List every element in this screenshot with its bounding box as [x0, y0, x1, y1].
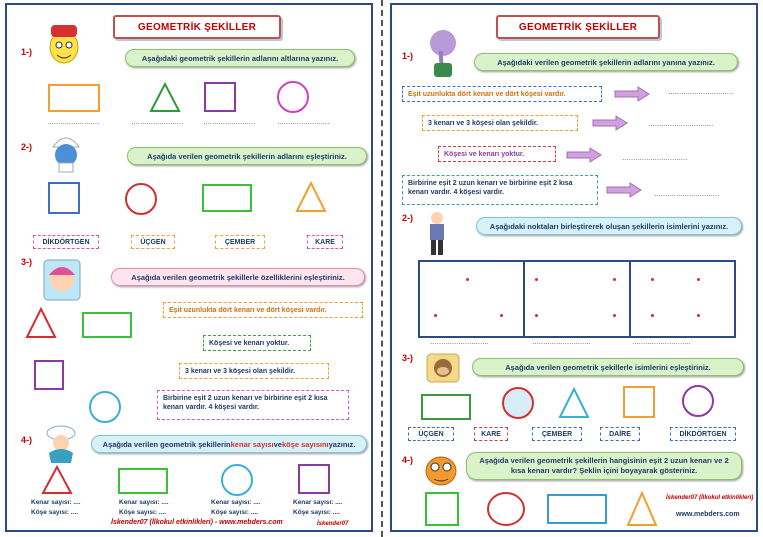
footer-website: www.mebders.com: [676, 511, 740, 518]
smurf-character-icon: [49, 133, 83, 173]
answer-blank[interactable]: ………………………: [532, 339, 591, 346]
rectangle-shape: [203, 185, 251, 211]
instruction-bubble: Aşağıda verilen geometrik şekillerin adlarını eşleştiriniz.: [127, 147, 367, 165]
monkey-character-icon: [426, 353, 460, 383]
garfield-character-icon: [422, 449, 460, 489]
property-statement: Köşesi ve kenarı yoktur.: [438, 146, 556, 162]
dot-box[interactable]: [420, 262, 525, 336]
kenar-count-field[interactable]: Kenar sayısı: ....: [211, 499, 261, 506]
kose-count-field[interactable]: Köşe sayısı: ....: [119, 509, 166, 517]
answer-blank[interactable]: ………………………: [632, 339, 691, 346]
question-number: 3-): [402, 353, 413, 363]
instruction-bubble: Aşağıda verilen geometrik şekillerin kenar sayısı ve köşe sayısını yazınız.: [91, 435, 367, 453]
property-statement[interactable]: Köşesi ve kenarı yoktur.: [203, 335, 311, 351]
label-kare[interactable]: KARE: [474, 427, 508, 441]
instruction-bubble: Aşağıda verilen geometrik şekillerle özelliklerini eşleştiriniz.: [111, 268, 365, 286]
shapes-row-right-q3: [420, 383, 740, 423]
label-ucgen[interactable]: ÜÇGEN: [408, 427, 454, 441]
circle-shape: [90, 392, 120, 422]
triangle-shape: [297, 183, 325, 211]
instruction-bubble: Aşağıdaki geometrik şekillerin adlarını altlarına yazınız.: [125, 49, 355, 67]
circle-shape: [683, 386, 713, 416]
question-number: 1-): [402, 51, 413, 61]
triangle-shape: [560, 389, 588, 417]
square-shape: [624, 387, 654, 417]
dot-box[interactable]: [525, 262, 630, 336]
shapes-row-q3-b: [33, 359, 143, 425]
property-statement: Eşit uzunlukta dört kenarı ve dört köşesi vardır.: [402, 86, 602, 102]
right-arrow-icon: [592, 116, 628, 130]
shapes-row-q2: [47, 179, 347, 219]
shapes-row-q1: [47, 81, 347, 115]
rectangle-shape: [548, 495, 606, 523]
kose-count-field[interactable]: Köşe sayısı: ....: [293, 509, 340, 517]
answer-blank[interactable]: ……………………: [203, 119, 255, 126]
rectangle-shape: [422, 395, 470, 419]
footer-credit-small: İskender07: [317, 521, 349, 527]
property-statement[interactable]: Birbirine eşit 2 uzun kenarı ve birbirine eşit 2 kısa kenarı vardır. 4 köşesi vardır.: [157, 390, 349, 420]
answer-blank[interactable]: ……………………: [277, 119, 329, 126]
square-shape: [35, 361, 63, 389]
question-number: 4-): [21, 435, 32, 445]
square-shape: [299, 465, 329, 493]
answer-blank[interactable]: …………………………: [668, 89, 733, 96]
shapes-row-right-q4: [422, 489, 662, 529]
property-statement[interactable]: 3 kenarı ve 3 köşesi olan şekildir.: [179, 363, 329, 379]
question-number: 2-): [402, 213, 413, 223]
footer-credit: İskender07 (İlkokul etkinlikleri) - www.mebders.com: [111, 519, 283, 526]
right-worksheet: [390, 3, 758, 532]
label-cember[interactable]: ÇEMBER: [215, 235, 265, 249]
kose-count-field[interactable]: Köşe sayısı: ....: [31, 509, 78, 517]
count-fields: [31, 498, 81, 519]
answer-blank[interactable]: …………………………: [622, 155, 687, 162]
circle-shape: [488, 493, 524, 525]
kenar-count-field[interactable]: Kenar sayısı: ....: [119, 499, 169, 506]
rectangle-shape: [119, 469, 167, 493]
kenar-count-field[interactable]: Kenar sayısı: ....: [31, 499, 81, 506]
elephant-character-icon: [428, 27, 458, 79]
circle-shape: [278, 82, 308, 112]
triangle-shape: [27, 309, 55, 337]
cartoon-character-icon: [45, 21, 83, 67]
square-shape: [205, 83, 235, 111]
property-statement: Birbirine eşit 2 uzun kenarı ve birbirine eşit 2 kısa kenarı vardır. 4 köşesi vardır.: [402, 175, 598, 205]
genie-character-icon: [43, 423, 79, 463]
kenar-count-field[interactable]: Kenar sayısı: ....: [293, 499, 343, 506]
circle-shape: [126, 184, 156, 214]
circle-shape: [222, 465, 252, 495]
right-arrow-icon: [566, 148, 602, 162]
label-ucgen[interactable]: ÜÇGEN: [131, 235, 175, 249]
answer-blank[interactable]: …………………………: [648, 121, 713, 128]
kose-count-field[interactable]: Köşe sayısı: ....: [211, 509, 258, 517]
question-number: 3-): [21, 257, 32, 267]
footer-credit: İskender07 (İlkokul etkinlikleri): [666, 495, 754, 501]
right-arrow-icon: [614, 87, 650, 101]
property-statement: 3 kenarı ve 3 köşesi olan şekildir.: [422, 115, 578, 131]
label-daire[interactable]: DAİRE: [600, 427, 640, 441]
worksheet-title: GEOMETRİK ŞEKİLLER: [496, 15, 660, 39]
rectangle-shape: [83, 313, 131, 337]
right-arrow-icon: [606, 183, 642, 197]
square-shape: [49, 183, 79, 213]
count-fields: [119, 498, 169, 519]
triangle-shape: [628, 493, 656, 525]
worksheet-title: GEOMETRİK ŞEKİLLER: [113, 15, 281, 39]
rectangle-shape: [49, 85, 99, 111]
boy-character-icon: [426, 211, 448, 257]
instruction-bubble: Aşağıda verilen geometrik şekillerle isimlerini eşleştiriniz.: [472, 358, 744, 376]
property-statement[interactable]: Eşit uzunlukta dört kenarı ve dört köşesi vardır.: [163, 302, 363, 318]
answer-blank[interactable]: ……………………: [131, 119, 183, 126]
triangle-shape: [43, 467, 71, 493]
triangle-shape: [151, 84, 179, 111]
question-number: 1-): [21, 47, 32, 57]
label-cember[interactable]: ÇEMBER: [532, 427, 582, 441]
answer-blank[interactable]: ………………………: [430, 339, 489, 346]
dot-grid-panel: [418, 260, 736, 338]
left-worksheet: [5, 3, 373, 532]
answer-blank[interactable]: ……………………: [47, 119, 99, 126]
instruction-bubble: Aşağıdaki noktaları birleştirerek oluşan şekillerin isimlerini yazınız.: [476, 217, 742, 235]
answer-blank[interactable]: …………………………: [654, 191, 719, 198]
girl-character-icon: [43, 259, 81, 301]
question-number: 4-): [402, 455, 413, 465]
shapes-row-q4: [41, 463, 341, 497]
page-divider: [381, 0, 383, 537]
instruction-bubble: Aşağıda verilen geometrik şekillerin hangisinin eşit 2 uzun kenarı ve 2 kısa kenarı vardır? Şeklin içini boyayarak gösteriniz.: [466, 452, 742, 480]
question-number: 2-): [21, 142, 32, 152]
square-shape: [426, 493, 458, 525]
count-fields: [293, 498, 343, 519]
dot-box[interactable]: [631, 262, 734, 336]
instruction-bubble: Aşağıdaki verilen geometrik şekillerin adlarını yanına yazınız.: [474, 53, 738, 71]
label-dikdortgen[interactable]: DİKDÖRTGEN: [33, 235, 99, 249]
shapes-row-q3-a: [25, 305, 135, 341]
label-dikdortgen[interactable]: DİKDÖRTGEN: [670, 427, 736, 441]
label-kare[interactable]: KARE: [307, 235, 343, 249]
filled-circle-shape: [503, 388, 533, 418]
count-fields: [211, 498, 261, 519]
